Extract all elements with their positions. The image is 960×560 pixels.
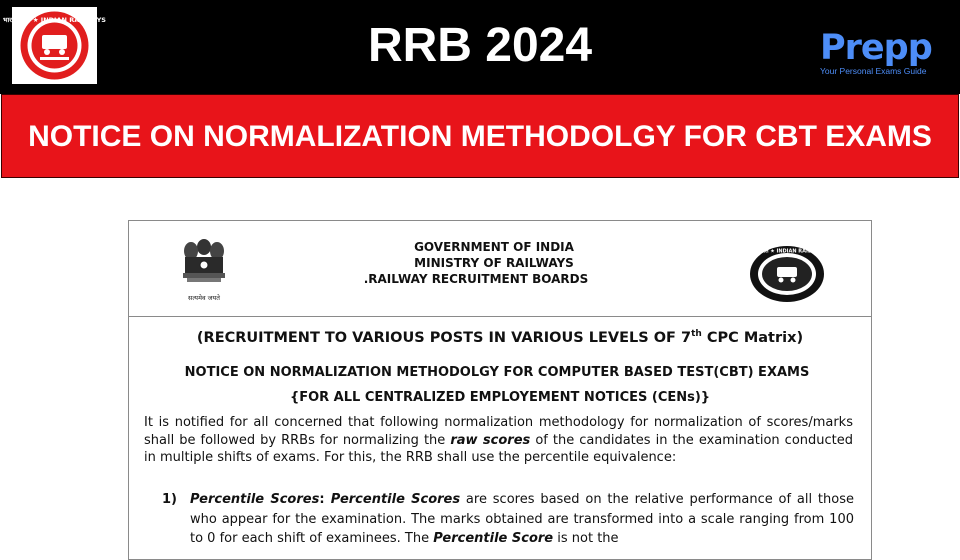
intro-part-2: of the candidates in the examination conducted in multiple shifts of exams. For this, the RRB shall use the percentile equivalence: (144, 432, 854, 465)
intro-paragraph (144, 414, 853, 467)
intro-part-1: It is notified for all concerned that following normalization methodology for normalization of scores/marks shall be followed by RRBs for normalizing the (144, 415, 853, 448)
recruitment-suffix: CPC Matrix) (701, 329, 804, 346)
banner-text: NOTICE ON NORMALIZATION METHODOLGY FOR CBT EXAMS (28, 120, 932, 153)
cen-line: {FOR ALL CENTRALIZED EMPLOYEMENT NOTICES (CENs)} (289, 390, 711, 405)
org-line-ministry: MINISTRY OF RAILWAYS (414, 256, 574, 270)
brand-name: Prepp (820, 28, 932, 68)
list-item-number: 1) (162, 492, 177, 507)
term-percentile-score: Percentile Score (433, 531, 554, 546)
recruitment-sup: th (691, 329, 702, 339)
page-title: RRB 2024 (367, 19, 593, 72)
railways-seal-icon (749, 245, 825, 303)
prepp-brand-logo[interactable] (820, 28, 948, 76)
notice-heading: NOTICE ON NORMALIZATION METHODOLGY FOR COMPUTER BASED TEST(CBT) EXAMS (184, 365, 810, 380)
document-letterhead (129, 221, 871, 317)
term-percentile-scores: Percentile Scores (190, 492, 320, 507)
point-text-2: is not the (553, 531, 619, 546)
org-line-boards: .RAILWAY RECRUITMENT BOARDS (363, 272, 589, 286)
list-item-text (190, 490, 854, 549)
org-line-government: GOVERNMENT OF INDIA (414, 240, 574, 254)
top-header-bar (0, 0, 960, 94)
point-text-1: are scores based on the relative performance of all those who appear for the examination. The marks obtained are transformed into a scale ranging from 100 to 0 for each shift of examinees. The (190, 492, 854, 546)
railways-seal (749, 245, 825, 303)
intro-emphasis: raw scores (450, 432, 531, 448)
emblem-motto: सत्यमेव जयते (188, 294, 220, 302)
indian-railways-logo (3, 7, 106, 84)
notice-banner (1, 94, 959, 178)
term-percentile-scores-2: Percentile Scores (330, 492, 461, 507)
term-colon: : (319, 492, 331, 507)
railways-logo-ring-text: भारतीय रेल ★ INDIAN RAILWAYS (3, 16, 106, 24)
notice-document (128, 220, 872, 560)
recruitment-line (129, 329, 871, 346)
seal-ring-text: भारतीय रेल ★ INDIAN RAILWAYS (747, 248, 827, 255)
recruitment-prefix: (RECRUITMENT TO VARIOUS POSTS IN VARIOUS LEVELS OF 7 (196, 329, 692, 346)
brand-tagline: Your Personal Exams Guide (820, 66, 927, 76)
railways-logo-icon (3, 7, 106, 84)
